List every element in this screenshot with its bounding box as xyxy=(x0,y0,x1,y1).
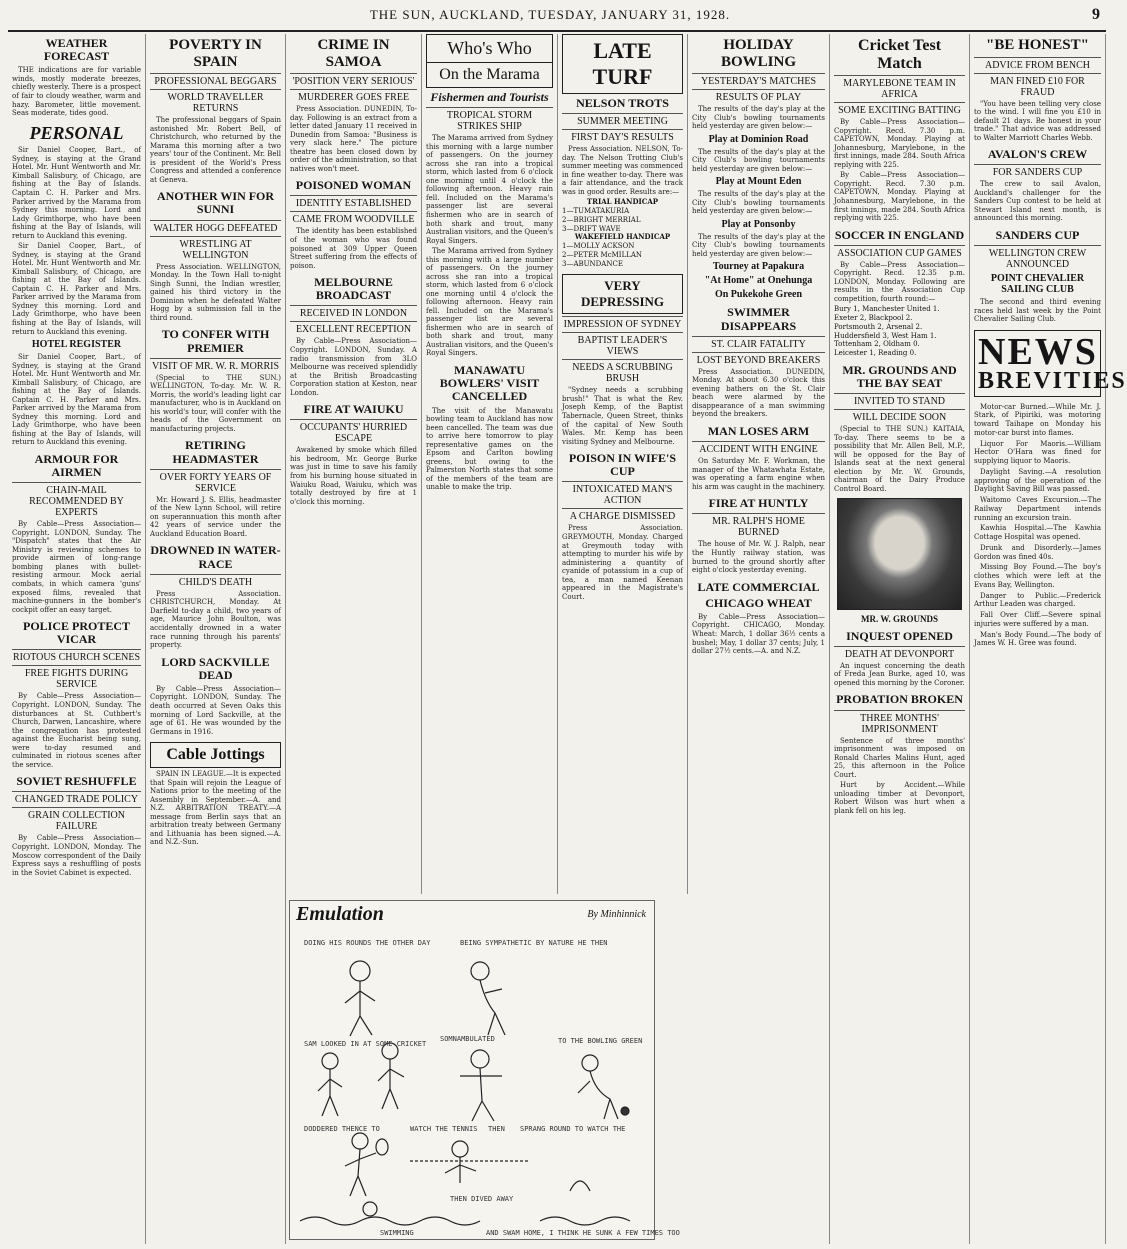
honest-subhead-1: ADVICE FROM BENCH xyxy=(974,57,1101,71)
turf-subhead-3: FIRST DAY'S RESULTS xyxy=(562,129,683,143)
column-4 xyxy=(422,34,558,894)
whos-who-story xyxy=(426,34,553,358)
grounds-subhead-2: WILL DECIDE SOON xyxy=(834,409,965,423)
poison-body: The identity has been established of the woman who was found poisoned at 309 Upper Queen Street suffering from the effects of poison. xyxy=(290,227,417,270)
depressing-body: "Sydney needs a scrubbing brush!" That is what the Rev. Joseph Kemp, of the Baptist Tabernacle, Queen Street, thinks of the capital of New South Wales. Mr. Kemp has been visiting Sydney and Melbourne. xyxy=(562,386,683,446)
swimmer-subhead-1: ST. CLAIR FATALITY xyxy=(692,336,825,350)
wife-cup-subhead-1: INTOXICATED MAN'S ACTION xyxy=(562,481,683,506)
sunni-subhead-2: WRESTLING AT WELLINGTON xyxy=(150,236,281,261)
samoa-subhead-2: MURDERER GOES FREE xyxy=(290,89,417,103)
whos-who-subhead-2: TROPICAL STORM STRIKES SHIP xyxy=(426,107,553,132)
manawatu-body: The visit of the Manawatu bowling team to Auckland has now been cancelled. The team was due to arrive here tomorrow to play representative games on the Epsom and Carlton bowling greens, but owing to the Palmerston North states that some of the members of the team are unable to make the trip. xyxy=(426,406,553,492)
armour-subhead: CHAIN-MAIL RECOMMENDED BY EXPERTS xyxy=(12,482,141,518)
avalon-body: The crew to sail Avalon, Auckland's challenger for the Sanders Cup contest to be held at Stewart Island next month, is announced this morning. xyxy=(974,180,1101,223)
huntly-body: The house of Mr. W. J. Ralph, near the Huntly railway station, was burned to the ground shortly after eight o'clock yesterday evening. xyxy=(692,540,825,575)
brevity-item: Kawhia Hospital.—The Kawhia Cottage Hospital was opened. xyxy=(974,524,1101,542)
soccer-result: Tottenham 2, Oldham 0. xyxy=(834,340,920,349)
retiring-subhead: OVER FORTY YEARS OF SERVICE xyxy=(150,469,281,494)
jottings-story xyxy=(150,742,281,847)
sanders-story xyxy=(974,229,1101,324)
cartoon-figure xyxy=(578,1055,629,1119)
honest-subhead-2: MAN FINED £10 FOR FRAUD xyxy=(974,73,1101,98)
whos-who-subhead-1: Fishermen and Tourists xyxy=(430,90,549,104)
turf-result: 1—TUMATAKURIA xyxy=(562,207,630,216)
premier-headline: TO CONFER WITH PREMIER xyxy=(161,327,270,355)
sunni-subhead-1: WALTER HOGG DEFEATED xyxy=(150,220,281,234)
retiring-headline: RETIRING HEADMASTER xyxy=(172,438,259,466)
inquest-headline: INQUEST OPENED xyxy=(846,628,953,643)
commercial-headline: LATE COMMERCIAL xyxy=(697,579,820,594)
inquest-body: An inquest concerning the death of Freda Jean Burke, aged 10, was opened this morning by the Coroner. xyxy=(834,661,965,687)
personal-story xyxy=(12,124,141,447)
avalon-story xyxy=(974,148,1101,223)
melbourne-headline: MELBOURNE BROADCAST xyxy=(314,275,393,303)
samoa-body: Press Association. DUNEDIN, To-day. Following is an extract from a letter dated January 11 received in Dunedin from Samoa: "Business is very slack here." The picture theatre has been closed down by order of the administration, so that natives won't meet. xyxy=(290,105,417,173)
drowned-headline: DROWNED IN WATER-RACE xyxy=(150,543,281,571)
cartoon-panel xyxy=(289,900,680,1240)
commercial-story xyxy=(692,581,825,656)
cartoon-caption: TO THE BOWLING GREEN xyxy=(558,1037,643,1045)
cartoon-caption: AND SWAM HOME, I THINK HE SUNK A FEW TIMES TOO xyxy=(486,1229,680,1237)
turf-result: WAKEFIELD HANDICAP xyxy=(574,232,671,242)
honest-story xyxy=(974,37,1101,142)
news-brevities xyxy=(974,330,1127,397)
cartoon-drawing xyxy=(290,931,680,1239)
column-8 xyxy=(970,34,1127,1244)
soviet-headline: SOVIET RESHUFFLE xyxy=(16,774,137,789)
cartoon-caption: SOMNAMBULATED xyxy=(440,1035,495,1043)
turf-result: 2—BRIGHT MERRIAL xyxy=(562,215,641,224)
grounds-headline: MR. GROUNDS AND THE BAY SEAT xyxy=(842,362,957,391)
whos-who-body: The Marama arrived from Sydney this morning with a large number of passengers. On the journey across she ran into a tropical storm, which lasted from 6 o'clock one morning until 4 o'clock the following afternoon. Heavy rain fell. Included on the Marama's passenger list are several fishermen who are in search of both shark and trout, many Australian visitors, and the Queen's Royal Singers. xyxy=(426,134,553,245)
cartoon-title: Emulation xyxy=(296,903,384,925)
news-brevities-list xyxy=(974,403,1101,649)
police-subhead-2: FREE FIGHTS DURING SERVICE xyxy=(12,665,141,690)
brevity-item: Man's Body Found.—The body of James W. H. Gree was found. xyxy=(974,630,1101,648)
sackville-story xyxy=(150,656,281,737)
turf-body: Press Association. NELSON, To-day. The Nelson Trotting Club's summer meeting was commenced in fine weather to-day. There was a fair attendance, and the track was in good order. Results are:— xyxy=(562,145,683,196)
depressing-subhead-2: BAPTIST LEADER'S VIEWS xyxy=(562,332,683,357)
soviet-subhead-1: CHANGED TRADE POLICY xyxy=(12,791,141,805)
brevity-item: Danger to Public.—Frederick Arthur Leaden was charged. xyxy=(974,591,1101,609)
melbourne-body: By Cable—Press Association—Copyright. LONDON, Sunday. A radio transmission from 3LO Melbourne was received splendidly at the British Broadcasting Corporation station at Keston, near London. xyxy=(290,337,417,397)
police-body: By Cable—Press Association—Copyright. LONDON, Sunday. The disturbances at St. Cuthbert's Church, Darwen, Lancashire, where the congregation has protested against the Eucharist being sung, were to-day resumed and culminated in riotous scenes after the service. xyxy=(12,692,141,769)
personal-body: Sir Daniel Cooper, Bart., of Sydney, is staying at the Grand Hotel. Mr. Hunt Wentworth and Mr. Kimball Salisbury, of Chicago, are fishing at the Bay of Islands. Captain C. H. Parker and Mrs. Parker arrived by the Marama from Sydney this morning. Lord and Lady Grimthorpe, who have been fishing at the Bay of Islands, will return to Auckland this evening. xyxy=(12,146,141,240)
bowling-play-4: Tourney at Papakura xyxy=(712,261,805,273)
poverty-subhead-1: PROFESSIONAL BEGGARS xyxy=(150,73,281,87)
avalon-subhead: FOR SANDERS CUP xyxy=(974,164,1101,178)
drowned-body: Press Association. CHRISTCHURCH, Monday. At Darfield to-day a child, two years of age, Maurice John Boulton, was accidentally drowned in a water race running through his parents' property. xyxy=(150,589,281,650)
cartoon-caption: THEN DIVED AWAY xyxy=(450,1195,514,1203)
cartoon-byline: By Minhinnick xyxy=(587,909,646,920)
inquest-subhead: DEATH AT DEVONPORT xyxy=(834,646,965,660)
police-story xyxy=(12,620,141,769)
poverty-body: The professional beggars of Spain astonished Mr. Robert Bell, of Christchurch, who returned by the Marama this morning after a two years' tour of the Continent. Mr. Bell is president of the World's Press Congress and attended a conference at Geneva. xyxy=(150,116,281,184)
fire-waiuku-subhead: OCCUPANTS' HURRIED ESCAPE xyxy=(290,419,417,444)
turf-result: 3—DRIFT WAVE xyxy=(562,224,621,233)
masthead-title: THE SUN, AUCKLAND, TUESDAY, JANUARY 31, 1928. xyxy=(369,7,731,22)
hotel-register-body: Sir Daniel Cooper, Bart., of Sydney, is staying at the Grand Hotel. Mr. Hunt Wentworth and Mr. Kimball Salisbury, of Chicago, are fishing at the Bay of Islands. Captain C. H. Parker and Mrs. Parker arrived by the Marama from Sydney this morning. Lord and Lady Grimthorpe, who have been fishing at the Bay of Islands, will return to Auckland this evening. xyxy=(12,353,141,447)
cartoon-caption: THEN xyxy=(488,1125,505,1133)
cricket-subhead-2: SOME EXCITING BATTING xyxy=(834,102,965,116)
cricket-body-cont: By Cable—Press Association—Copyright. Recd. 7.30 p.m. CAPETOWN, Monday. Playing at Johannesburg, Marylebone, in the first innings, made 284. South Africa replying with 225. xyxy=(834,171,965,223)
huntly-headline: FIRE AT HUNTLY xyxy=(708,496,809,511)
turf-story xyxy=(562,34,683,268)
swimmer-headline: SWIMMER DISAPPEARS xyxy=(720,305,797,333)
armour-headline: ARMOUR FOR AIRMEN xyxy=(34,451,119,480)
police-subhead-1: RIOTOUS CHURCH SCENES xyxy=(12,649,141,663)
cricket-headline: Cricket Test Match xyxy=(857,37,942,72)
bowling-play-1: Play at Dominion Road xyxy=(708,133,809,145)
column-3 xyxy=(286,34,422,894)
cartoon-figure xyxy=(345,961,375,1036)
weather-headline: WEATHER FORECAST xyxy=(43,36,110,64)
depressing-story xyxy=(562,274,683,446)
retiring-story xyxy=(150,439,281,538)
soccer-result: Portsmouth 2, Arsenal 2. xyxy=(834,322,923,331)
brevity-item: Missing Boy Found.—The boy's clothes which were left at the Evans Bay, Wellington. xyxy=(974,563,1101,589)
swimmer-body: Press Association. DUNEDIN, Monday. At about 6.30 o'clock this evening bathers on the St. Clair beach were alarmed by the disappearance of a man swimming beyond the breakers. xyxy=(692,367,825,419)
grounds-body: (Special to THE SUN.) KAITAIA, To-day. There seems to be a possibility that Mr. Allen Bell, M.P., will be opposed for the Bay of Islands seat at the next general election by Mr. W. Grounds, chairman of the Dairy Produce Control Board. xyxy=(834,425,965,493)
honest-body: "You have been telling very close to the wind. I will fine you £10 in default 21 days. Be honest in your trade." That advice was addressed to Walter Marriott Charles Webb. xyxy=(974,99,1101,142)
manawatu-story xyxy=(426,364,553,492)
bowling-subhead-2: RESULTS OF PLAY xyxy=(692,89,825,103)
cricket-story xyxy=(834,37,965,223)
probation-body: Sentence of three months' imprisonment was imposed on Ronald Charles Malins Hunt, aged 25, this afternoon in the Police Court. xyxy=(834,736,965,779)
sunni-body: Press Association. WELLINGTON, Monday. In the Town Hall to-night Singh Sunni, the Indian wrestler, gained his third victory in the Dominion when he defeated Walter Hogg by a submission fall in the third round. xyxy=(150,262,281,322)
melbourne-subhead-1: RECEIVED IN LONDON xyxy=(290,305,417,319)
cartoon-caption: WATCH THE TENNIS xyxy=(410,1125,478,1133)
inquest-story xyxy=(834,630,965,688)
poverty-story xyxy=(150,37,281,184)
masthead xyxy=(8,0,1106,32)
wheat-body: By Cable—Press Association—Copyright. CHICAGO, Monday. Wheat: March, 1 dollar 36½ cents a bushel; May, 1 dollar 37 cents; July, 1 dollar 27½ cents.—A. and N.Z. xyxy=(692,612,825,656)
retiring-body: Mr. Howard J. S. Ellis, headmaster of the New Lynn School, will retire on superannuation this month after 42 years of service under the Auckland Education Board. xyxy=(150,495,281,538)
soviet-body: By Cable—Press Association—Copyright. LONDON, Monday. The Moscow correspondent of the Daily Express says a reshuffling of posts in the Soviet Cabinet is expected. xyxy=(12,834,141,877)
bowling-play-2-body: The results of the day's play at the City Club's bowling tournaments held yesterday are given below:— xyxy=(692,190,825,216)
soccer-headline: SOCCER IN ENGLAND xyxy=(834,227,965,242)
armour-body: By Cable—Press Association—Copyright. LONDON, Sunday. The "Dispatch" states that the Air Ministry is reviewing schemes to provide airmen of long-range bombing planes with bullet-resisting armour. Mock aerial combats, in which camera 'guns' exposed films, revealed that machine-gunners in the bomber's cockpit offer an easy target. xyxy=(12,520,141,614)
fire-waiuku-story xyxy=(290,403,417,506)
point-chevalier-body: The second and third evening races held last week by the Point Chevalier Sailing Club. xyxy=(974,298,1101,324)
cartoon-caption: DODDERED THENCE TO xyxy=(304,1125,380,1133)
jottings-headline: Cable Jottings xyxy=(150,742,281,768)
melbourne-subhead-2: EXCELLENT RECEPTION xyxy=(290,321,417,335)
cartoon-caption: SPRANG ROUND TO WATCH THE xyxy=(520,1125,626,1133)
brevity-item: Waitomo Caves Excursion.—The Railway Department intends running an excursion train. xyxy=(974,496,1101,522)
cartoon-figure xyxy=(300,1181,630,1225)
whos-who-headline-2: On the Marama xyxy=(426,63,553,88)
huntly-story xyxy=(692,497,825,574)
poison-headline: POISONED WOMAN xyxy=(295,178,412,193)
wife-cup-subhead-2: A CHARGE DISMISSED xyxy=(562,508,683,522)
cartoon-caption: BEING SYMPATHETIC BY NATURE HE THEN xyxy=(460,939,608,947)
cartoon-figure xyxy=(318,1043,404,1116)
wheat-headline: CHICAGO WHEAT xyxy=(705,595,812,610)
melbourne-story xyxy=(290,276,417,397)
brevity-item: Drunk and Disorderly.—James Gordon was fined 40s. xyxy=(974,543,1101,561)
turf-result: 3—ABUNDANCE xyxy=(562,259,623,268)
grounds-portrait xyxy=(837,498,962,610)
page-number: 9 xyxy=(1092,6,1100,23)
swimmer-story xyxy=(692,306,825,419)
sunni-story xyxy=(150,190,281,322)
brevity-item: Motor-car Burned.—While Mr. J. Stark, of Pipiriki, was motoring toward Taihape on Monday his motor-car burst into flames. xyxy=(974,402,1101,437)
arm-headline: MAN LOSES ARM xyxy=(707,423,810,438)
cricket-body: By Cable—Press Association—Copyright. Recd. 7.30 p.m. CAPETOWN, Monday. Playing at Johannesburg, Marylebone, in the first innings, made 284. South Africa replying with 225. xyxy=(834,118,965,169)
personal-headline: PERSONAL xyxy=(29,122,124,143)
column-2 xyxy=(146,34,286,1244)
premier-body: (Special to THE SUN.) WELLINGTON, To-day. Mr. W. R. Morris, the world's leading light car manufacturer, who is in Auckland on his world's tour, will confer with the heads of the Government on manufacturing projects. xyxy=(150,373,281,433)
samoa-headline: CRIME IN SAMOA xyxy=(317,37,390,70)
cartoon-caption: SWIMMING xyxy=(380,1229,414,1237)
turf-results xyxy=(562,198,683,268)
cartoon-caption: DOING HIS ROUNDS THE OTHER DAY xyxy=(304,939,431,947)
poverty-headline: POVERTY IN SPAIN xyxy=(169,37,262,70)
whos-who-body-cont: The Marama arrived from Sydney this morning with a large number of passengers. On the journey across she ran into a tropical storm, which lasted from 6 o'clock one morning until 4 o'clock the following afternoon. Heavy rain fell. Included on the Marama's passenger list are several fishermen who are in search of both shark and trout, many Australian visitors, and the Queen's Royal Singers. xyxy=(426,247,553,358)
bowling-play-3: Play at Ponsonby xyxy=(721,218,796,230)
news-brevities-headline-2: BREVITIES xyxy=(978,367,1127,394)
manawatu-headline: MANAWATU BOWLERS' VISIT CANCELLED xyxy=(439,363,540,404)
sackville-body: By Cable—Press Association—Copyright. LONDON, Sunday. The death occurred at Seven Oaks this morning of Lord Sackville, at the age of 61. He was wounded by the Germans in 1916. xyxy=(150,684,281,736)
weather-body: THE indications are for variable winds, mostly moderate breezes, chiefly westerly. There is a prospect of fair to cloudy weather, warm and hazy. Barometer, little movement. Seas moderate, tides good. xyxy=(12,66,141,118)
bowling-play-3-body: The results of the day's play at the City Club's bowling tournaments held yesterday are given below:— xyxy=(692,232,825,258)
hurt-body: Hurt by Accident.—While unloading timber at Devonport, Robert Wilson was hurt when a plank fell on his leg. xyxy=(834,781,965,815)
cricket-subhead-1: MARYLEBONE TEAM IN AFRICA xyxy=(834,75,965,100)
turf-result: 2—PETER McMILLAN xyxy=(562,250,643,259)
poison-subhead-1: IDENTITY ESTABLISHED xyxy=(290,195,417,209)
arm-body: On Saturday Mr. F. Workman, the manager of the Whatawhata Estate, was operating a farm engine when his arm was caught in the machinery. xyxy=(692,457,825,491)
brevity-item: Fall Over Cliff.—Severe spinal injuries were suffered by a man. xyxy=(974,611,1101,628)
point-chevalier-headline: POINT CHEVALIER SAILING CLUB xyxy=(990,273,1085,296)
premier-subhead: VISIT OF MR. W. R. MORRIS xyxy=(150,358,281,372)
probation-story xyxy=(834,693,965,815)
soccer-result: Bury 1, Manchester United 1. xyxy=(834,305,940,314)
cartoon-figure xyxy=(345,1133,530,1196)
wife-cup-headline: POISON IN WIFE'S CUP xyxy=(568,451,677,479)
cartoon-figure xyxy=(460,1050,502,1121)
bowling-play-1-body: The results of the day's play at the City Club's bowling tournaments held yesterday are given below:— xyxy=(692,147,825,173)
bowling-play-5: "At Home" at Onehunga xyxy=(704,275,813,287)
fire-waiuku-headline: FIRE AT WAIUKU xyxy=(303,402,404,417)
premier-story xyxy=(150,328,281,433)
sackville-headline: LORD SACKVILLE DEAD xyxy=(161,654,270,682)
soviet-subhead-2: GRAIN COLLECTION FAILURE xyxy=(12,807,141,832)
soccer-result: Leicester 1, Reading 0. xyxy=(834,349,917,358)
news-brevities-headline-1: NEWS xyxy=(978,330,1098,373)
grounds-subhead-1: INVITED TO STAND xyxy=(834,393,965,407)
drowned-story xyxy=(150,544,281,649)
soccer-body: By Cable—Press Association—Copyright. Recd. 12.35 p.m. LONDON, Monday. Following are results in the Association Cup competition, fourth round:— xyxy=(834,260,965,303)
poverty-subhead-2: WORLD TRAVELLER RETURNS xyxy=(150,89,281,114)
sanders-headline: SANDERS CUP xyxy=(995,228,1080,242)
turf-subhead-2: SUMMER MEETING xyxy=(562,113,683,127)
bowling-play-2: Play at Mount Eden xyxy=(715,176,802,188)
column-6 xyxy=(688,34,830,1244)
depressing-headline: VERY DEPRESSING xyxy=(562,274,683,314)
turf-result: TRIAL HANDICAP xyxy=(586,197,659,207)
honest-headline: "BE HONEST" xyxy=(986,37,1089,53)
depressing-subhead-1: IMPRESSION OF SYDNEY xyxy=(562,316,683,330)
drowned-subhead: CHILD'S DEATH xyxy=(150,574,281,588)
poison-story xyxy=(290,179,417,270)
column-7 xyxy=(830,34,970,1244)
depressing-subhead-3: NEEDS A SCRUBBING BRUSH xyxy=(562,359,683,384)
huntly-subhead: MR. RALPH'S HOME BURNED xyxy=(692,513,825,538)
hotel-register-headline: HOTEL REGISTER xyxy=(31,339,122,351)
sunni-headline: ANOTHER WIN FOR SUNNI xyxy=(156,189,275,217)
turf-result: 1—MOLLY ACKSON xyxy=(562,242,635,251)
column-5 xyxy=(558,34,688,894)
probation-headline: PROBATION BROKEN xyxy=(836,692,963,707)
arm-story xyxy=(692,425,825,491)
sanders-subhead: WELLINGTON CREW ANNOUNCED xyxy=(974,245,1101,270)
samoa-subhead-1: 'POSITION VERY SERIOUS' xyxy=(290,73,417,87)
soccer-results xyxy=(834,305,965,358)
turf-headline: LATE TURF xyxy=(562,34,683,94)
swimmer-subhead-2: LOST BEYOND BREAKERS xyxy=(692,352,825,366)
soviet-story xyxy=(12,775,141,877)
soccer-subhead: ASSOCIATION CUP GAMES xyxy=(834,245,965,259)
samoa-story xyxy=(290,37,417,173)
bowling-subhead-1: YESTERDAY'S MATCHES xyxy=(692,73,825,87)
brevity-item: Daylight Saving.—A resolution approving of the operation of the Daylight Saving Bill was passed. xyxy=(974,467,1101,494)
personal-body-cont: Sir Daniel Cooper, Bart., of Sydney, is staying at the Grand Hotel. Mr. Hunt Wentworth and Mr. Kimball Salisbury, of Chicago, are fishing at the Bay of Islands. Captain C. H. Parker and Mrs. Parker arrived by the Marama from Sydney this morning. Lord and Lady Grimthorpe, who have been fishing at the Bay of Islands, will return to Auckland this evening. xyxy=(12,242,141,336)
whos-who-headline-1: Who's Who xyxy=(426,34,553,63)
grounds-photo-caption: MR. W. GROUNDS xyxy=(860,613,938,624)
column-1 xyxy=(8,34,146,1244)
armour-story xyxy=(12,453,141,614)
probation-subhead: THREE MONTHS' IMPRISONMENT xyxy=(834,710,965,735)
grounds-story xyxy=(834,364,965,624)
bowling-headline: HOLIDAY BOWLING xyxy=(720,37,796,70)
cartoon-caption: SAM LOOKED IN AT SOME CRICKET xyxy=(304,1040,427,1048)
cartoon-figure xyxy=(471,962,505,1035)
brevity-item: Liquor For Maoris.—William Hector O'Hara was fined for supplying liquor to Maoris. xyxy=(974,439,1101,466)
soccer-result: Exeter 2, Blackpool 2. xyxy=(834,314,913,323)
bowling-body: The results of the day's play at the City Club's bowling tournaments held yesterday are given below:— xyxy=(692,105,825,131)
soccer-result: Huddersfield 3, West Ham 1. xyxy=(834,331,937,340)
bowling-story xyxy=(692,37,825,300)
wife-cup-story xyxy=(562,452,683,601)
weather-story xyxy=(12,37,141,118)
bowling-play-6: On Pukekohe Green xyxy=(714,289,803,301)
soccer-story xyxy=(834,229,965,358)
wife-cup-body: Press Association. GREYMOUTH, Monday. Charged at Greymouth today with attempting to murder his wife by administering a quantity of cyanide of potassium in a cup of tea, a man named Keenan appeared in the Magistrate's Court. xyxy=(562,524,683,601)
poison-subhead-2: CAME FROM WOODVILLE xyxy=(290,211,417,225)
jottings-body: SPAIN IN LEAGUE.—It is expected that Spain will rejoin the League of Nations prior to the meeting of the Assembly in September.—A. and N.Z. ARBITRATION TREATY.—A message from Berlin says that an arbitration treaty between Germany and Lithuania has been signed.—A. and N.Z.-Sun. xyxy=(150,770,281,847)
police-headline: POLICE PROTECT VICAR xyxy=(22,619,130,647)
fire-waiuku-body: Awakened by smoke which filled his bedroom, Mr. George Burke was just in time to save his family from his burning house situated in Waiuku Road, Waiuku, which was totally destroyed by fire at 1 o'clock this morning. xyxy=(290,446,417,506)
avalon-headline: AVALON'S CREW xyxy=(987,147,1088,162)
arm-subhead: ACCIDENT WITH ENGINE xyxy=(692,441,825,455)
turf-subhead-1: NELSON TROTS xyxy=(576,96,669,110)
